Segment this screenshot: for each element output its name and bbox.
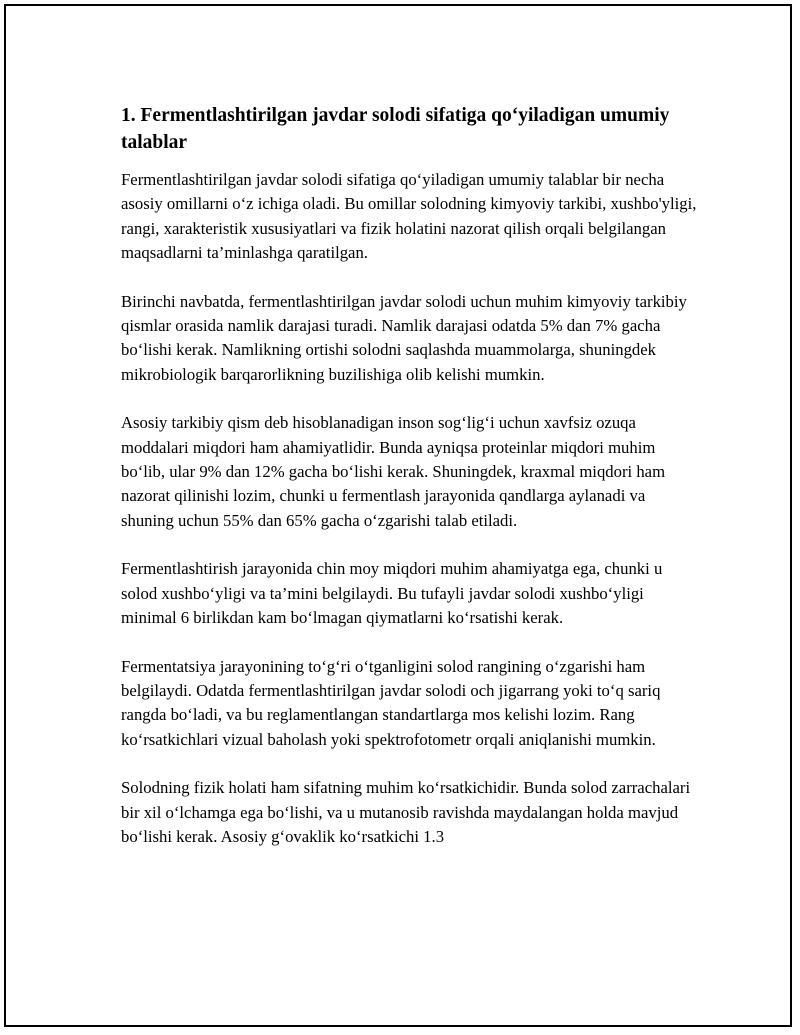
paragraph-2: Birinchi navbatda, fermentlashtirilgan javdar solodi uchun muhim kimyoviy tarkibiy qismlar orasida namlik darajasi turadi. Namlik darajasi odatda 5% dan 7% gacha bo‘lishi kerak. Namlikning ortishi solodni saqlashda muammolarga, shuningdek mikrobiologik barqarorlikning buzilishiga olib kelishi mumkin. xyxy=(121,291,687,384)
section-heading: 1. Fermentlashtirilgan javdar solodi sifatiga qo‘yiladigan umumiy talablar xyxy=(121,105,670,153)
page-frame xyxy=(4,4,792,1027)
paragraph-1: Fermentlashtirilgan javdar solodi sifatiga qo‘yiladigan umumiy talablar bir necha asosiy omillarni o‘z ichiga oladi. Bu omillar solodning kimyoviy tarkibi, xushbo'yligi, rangi, xarakteristik xususiyatlari va fizik holatini nazorat qilish orqali belgilangan maqsadlarni ta’minlashga qaratilgan. xyxy=(121,170,697,262)
paragraph-5: Fermentatsiya jarayonining to‘g‘ri o‘tganligini solod rangining o‘zgarishi ham belgilaydi. Odatda fermentlashtirilgan javdar solodi och jigarrang yoki to‘q sariq rangda bo‘ladi, va bu reglamentlangan standartlarga mos kelishi lozim. Rang ko‘rsatkichlari vizual baholash yoki spektrofotometr orqali aniqlanishi mumkin. xyxy=(121,656,661,749)
paragraph-3: Asosiy tarkibiy qism deb hisoblanadigan inson sog‘lig‘i uchun xavfsiz ozuqa moddalari miqdori ham ahamiyatlidir. Bunda ayniqsa proteinlar miqdori muhim bo‘lib, ular 9% dan 12% gacha bo‘lishi kerak. Shuningdek, kraxmal miqdori ham nazorat qilinishi lozim, chunki u fermentlash jarayonida qandlarga aylanadi va shuning uchun 55% dan 65% gacha o‘zgarishi talab etiladi. xyxy=(121,413,666,530)
paragraph-4: Fermentlashtirish jarayonida chin moy miqdori muhim ahamiyatga ega, chunki u solod xushbo‘yligi va ta’mini belgilaydi. Bu tufayli javdar solodi xushbo‘yligi minimal 6 birlikdan kam bo‘lmagan qiymatlarni ko‘rsatishi kerak. xyxy=(121,559,663,627)
paragraph-6: Solodning fizik holati ham sifatning muhim ko‘rsatkichidir. Bunda solod zarrachalari bir xil o‘lchamga ega bo‘lishi, va u mutanosib ravishda maydalangan holda mavjud bo‘lishi kerak. Asosiy g‘ovaklik ko‘rsatkichi 1.3 xyxy=(121,778,691,847)
document-body xyxy=(121,102,701,874)
